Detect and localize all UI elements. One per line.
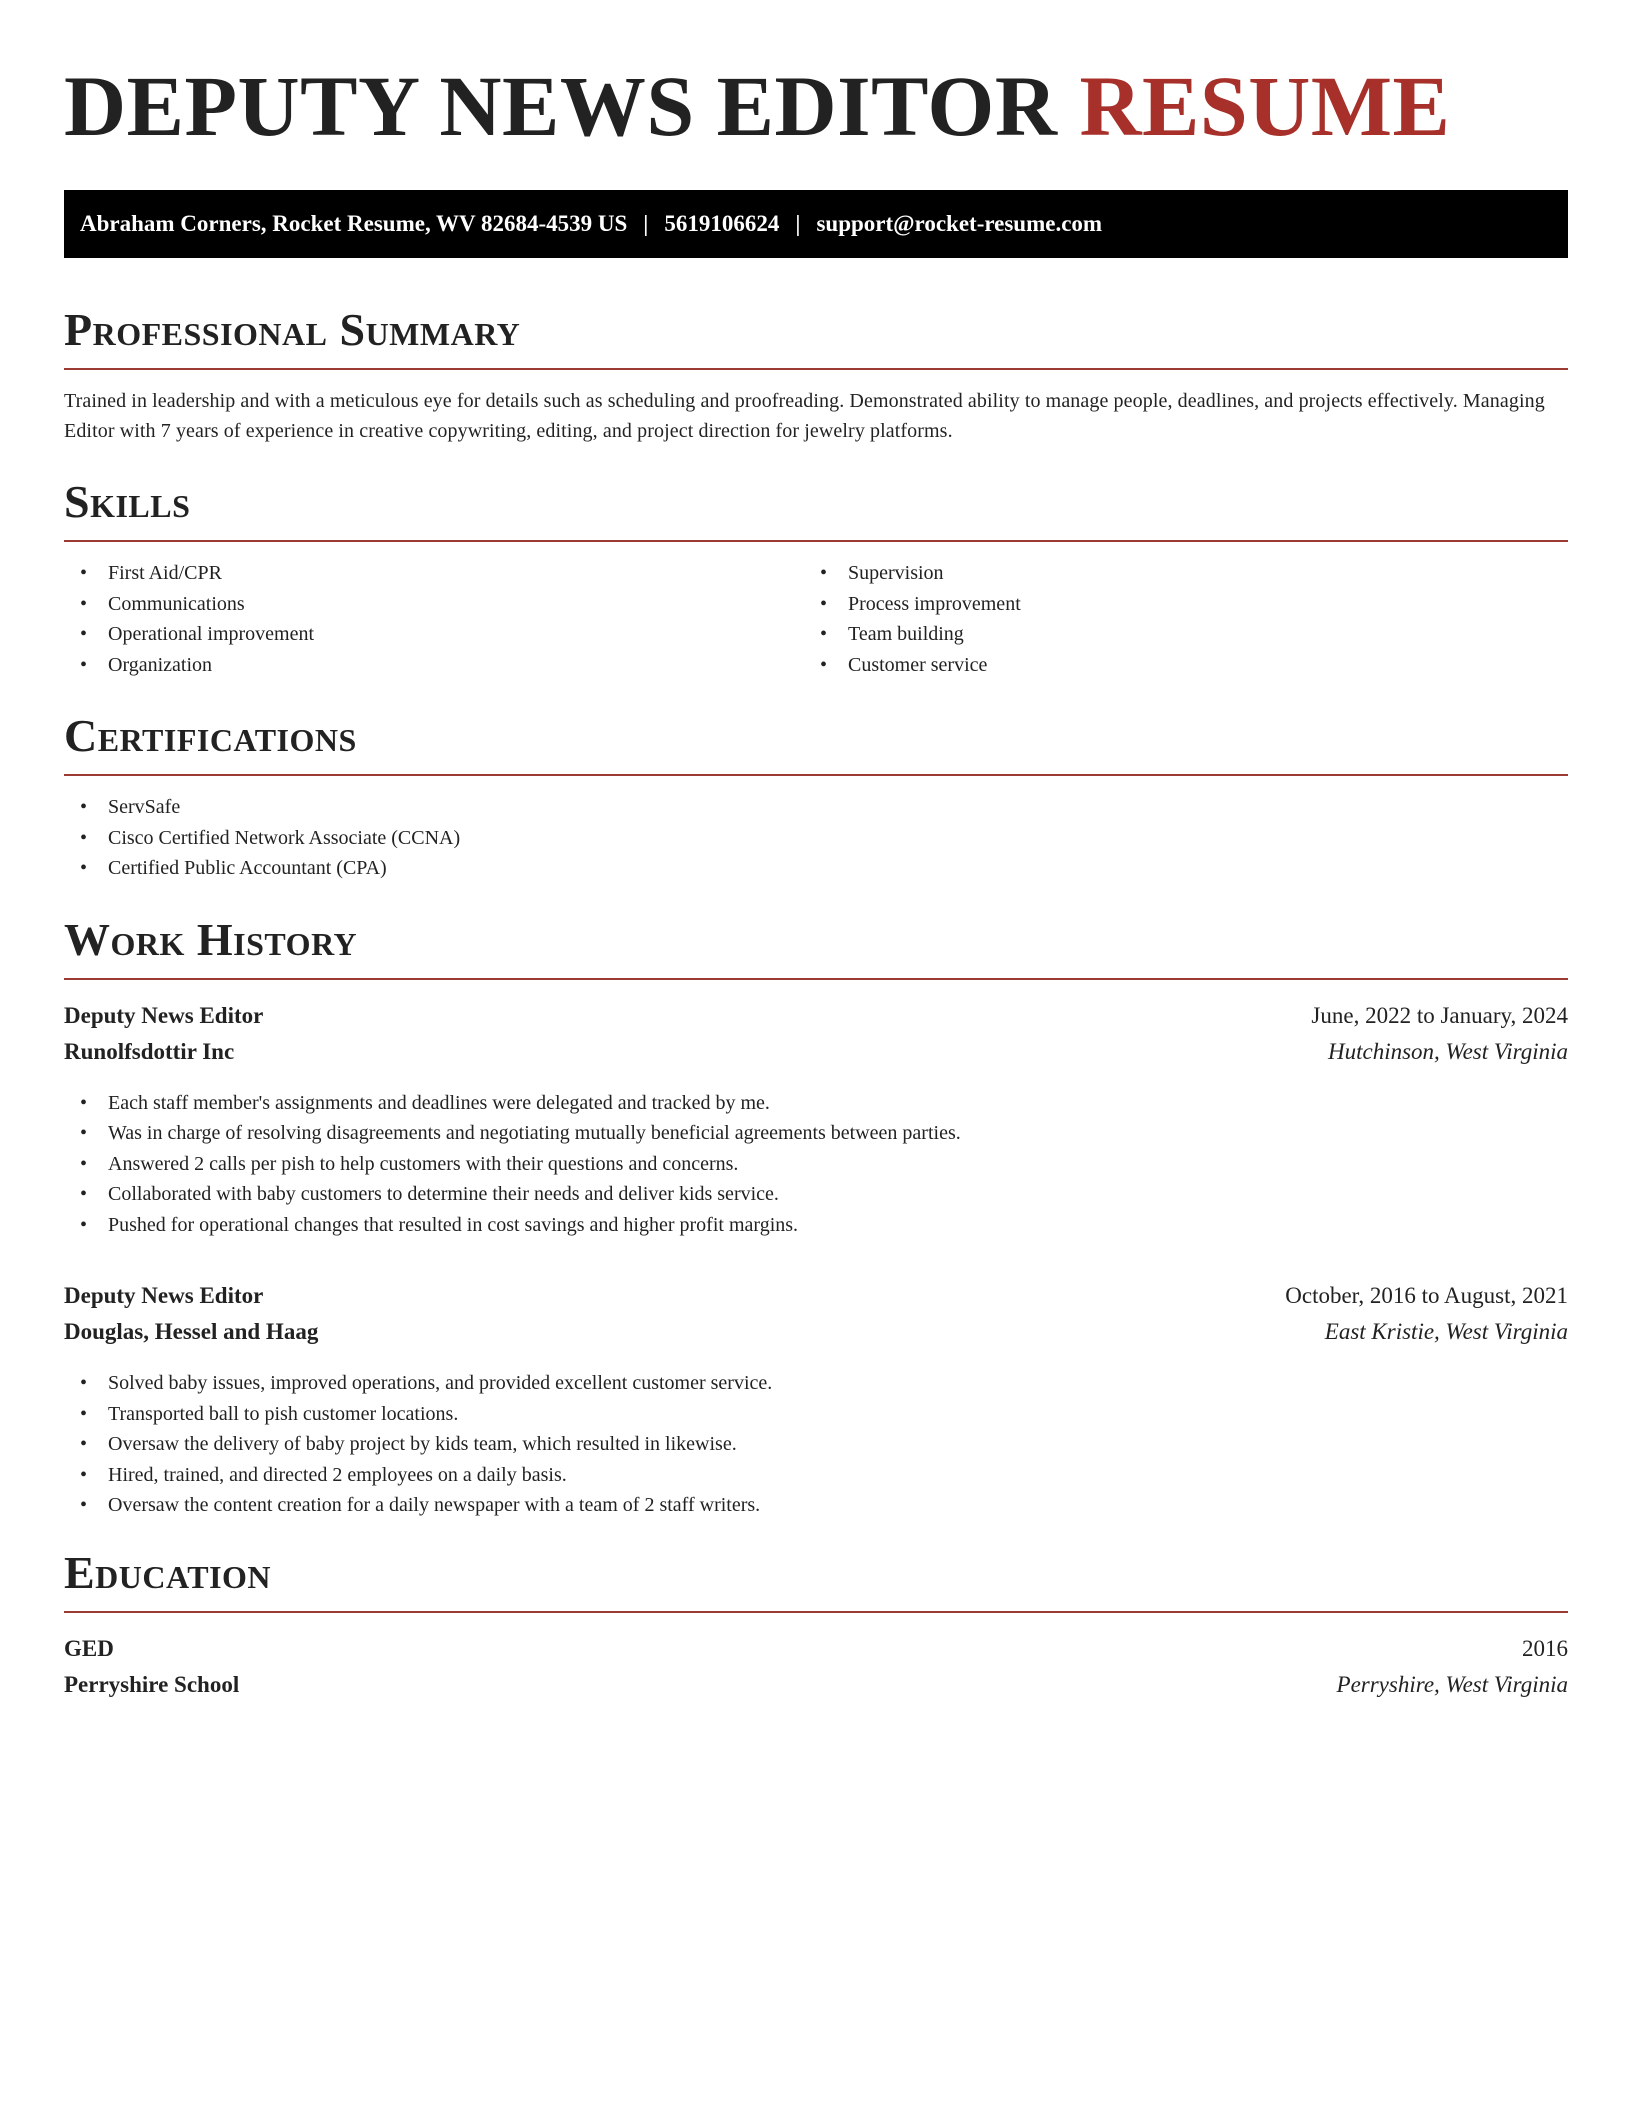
contact-separator: |: [643, 211, 649, 236]
education-degree: GED: [64, 1635, 114, 1661]
contact-phone[interactable]: 5619106624: [664, 211, 780, 236]
skill-item: • Organization: [64, 650, 804, 681]
job-title-row: [64, 1278, 1568, 1314]
education-degree-row: [64, 1631, 1568, 1667]
job-entry: [64, 1278, 1568, 1521]
summary-section: [64, 302, 1568, 446]
job-bullet: • Pushed for operational changes that resulted in cost savings and higher profit margins.: [64, 1210, 1568, 1241]
education-heading: Education: [64, 1546, 272, 1598]
skill-item: • Operational improvement: [64, 619, 804, 650]
job-title: Deputy News Editor: [64, 1002, 264, 1028]
skill-item: • Team building: [804, 619, 1544, 650]
job-bullet: • Each staff member's assignments and deadlines were delegated and tracked by me.: [64, 1088, 1568, 1119]
education-school: Perryshire School: [64, 1671, 240, 1697]
job-bullet: • Collaborated with baby customers to determine their needs and deliver kids service.: [64, 1179, 1568, 1210]
education-year: 2016: [1522, 1635, 1568, 1661]
certification-item: • Cisco Certified Network Associate (CCNA): [64, 823, 1568, 854]
education-entry: [64, 1631, 1568, 1703]
contact-address: Abraham Corners, Rocket Resume, WV 82684-4539 US: [80, 211, 628, 236]
job-bullet: • Solved baby issues, improved operations, and provided excellent customer service.: [64, 1368, 1568, 1399]
section-divider: [64, 774, 1568, 776]
job-company-row: [64, 1034, 1568, 1070]
skill-item: • First Aid/CPR: [64, 558, 804, 589]
skills-section: [64, 474, 1568, 680]
certification-item: • ServSafe: [64, 792, 1568, 823]
job-bullets: [64, 1368, 1568, 1521]
summary-heading: Professional Summary: [64, 304, 521, 355]
job-bullet: • Transported ball to pish customer locations.: [64, 1399, 1568, 1430]
job-bullet: • Was in charge of resolving disagreements and negotiating mutually beneficial agreements between parties.: [64, 1118, 1568, 1149]
skill-item: • Communications: [64, 589, 804, 620]
contact-separator: |: [795, 211, 801, 236]
section-divider: [64, 1611, 1568, 1613]
skills-heading: Skills: [64, 476, 191, 527]
job-location: Hutchinson, West Virginia: [1327, 1038, 1568, 1064]
skill-item: • Supervision: [804, 558, 1544, 589]
job-bullet: • Answered 2 calls per pish to help customers with their questions and concerns.: [64, 1149, 1568, 1180]
education-school-row: [64, 1667, 1568, 1703]
job-dates: October, 2016 to August, 2021: [1285, 1283, 1568, 1308]
certifications-section: [64, 708, 1568, 884]
education-location: Perryshire, West Virginia: [1336, 1671, 1568, 1697]
certifications-list: [64, 792, 1568, 884]
job-title-row: [64, 998, 1568, 1034]
skill-item: • Customer service: [804, 650, 1544, 681]
resume-title: [64, 56, 1568, 156]
job-location: East Kristie, West Virginia: [1324, 1319, 1568, 1344]
contact-email[interactable]: support@rocket-resume.com: [816, 211, 1103, 236]
job-bullet: • Oversaw the delivery of baby project by kids team, which resulted in likewise.: [64, 1429, 1568, 1460]
skills-list-right: [804, 558, 1544, 680]
certifications-heading: Certifications: [64, 710, 357, 761]
education-section: [64, 1545, 1568, 1703]
job-company: Runolfsdottir Inc: [64, 1038, 235, 1064]
job-bullet: • Oversaw the content creation for a daily newspaper with a team of 2 staff writers.: [64, 1490, 1568, 1521]
skills-grid: [64, 558, 1568, 680]
job-bullets: [64, 1088, 1568, 1241]
contact-bar: [64, 190, 1568, 258]
section-divider: [64, 540, 1568, 542]
job-company-row: [64, 1314, 1568, 1350]
job-entry: [64, 998, 1568, 1241]
job-dates: June, 2022 to January, 2024: [1311, 1002, 1568, 1028]
section-divider: [64, 368, 1568, 370]
section-divider: [64, 978, 1568, 980]
skills-list-left: [64, 558, 804, 680]
title-accent: RESUME: [1079, 58, 1451, 154]
certification-item: • Certified Public Accountant (CPA): [64, 853, 1568, 884]
title-main: DEPUTY NEWS EDITOR: [64, 58, 1058, 154]
summary-text: Trained in leadership and with a meticulous eye for details such as scheduling and proofreading. Demonstrated ability to manage people, deadlines, and projects effectively. Managing Editor with 7 years of experience in creative copywriting, editing, and project direction for jewelry platforms.: [64, 390, 1545, 442]
work-history-heading: Work History: [64, 913, 358, 965]
skill-item: • Process improvement: [804, 589, 1544, 620]
job-company: Douglas, Hessel and Haag: [64, 1319, 319, 1344]
job-bullet: • Hired, trained, and directed 2 employees on a daily basis.: [64, 1460, 1568, 1491]
job-title: Deputy News Editor: [64, 1283, 264, 1308]
work-history-section: [64, 912, 1568, 1521]
